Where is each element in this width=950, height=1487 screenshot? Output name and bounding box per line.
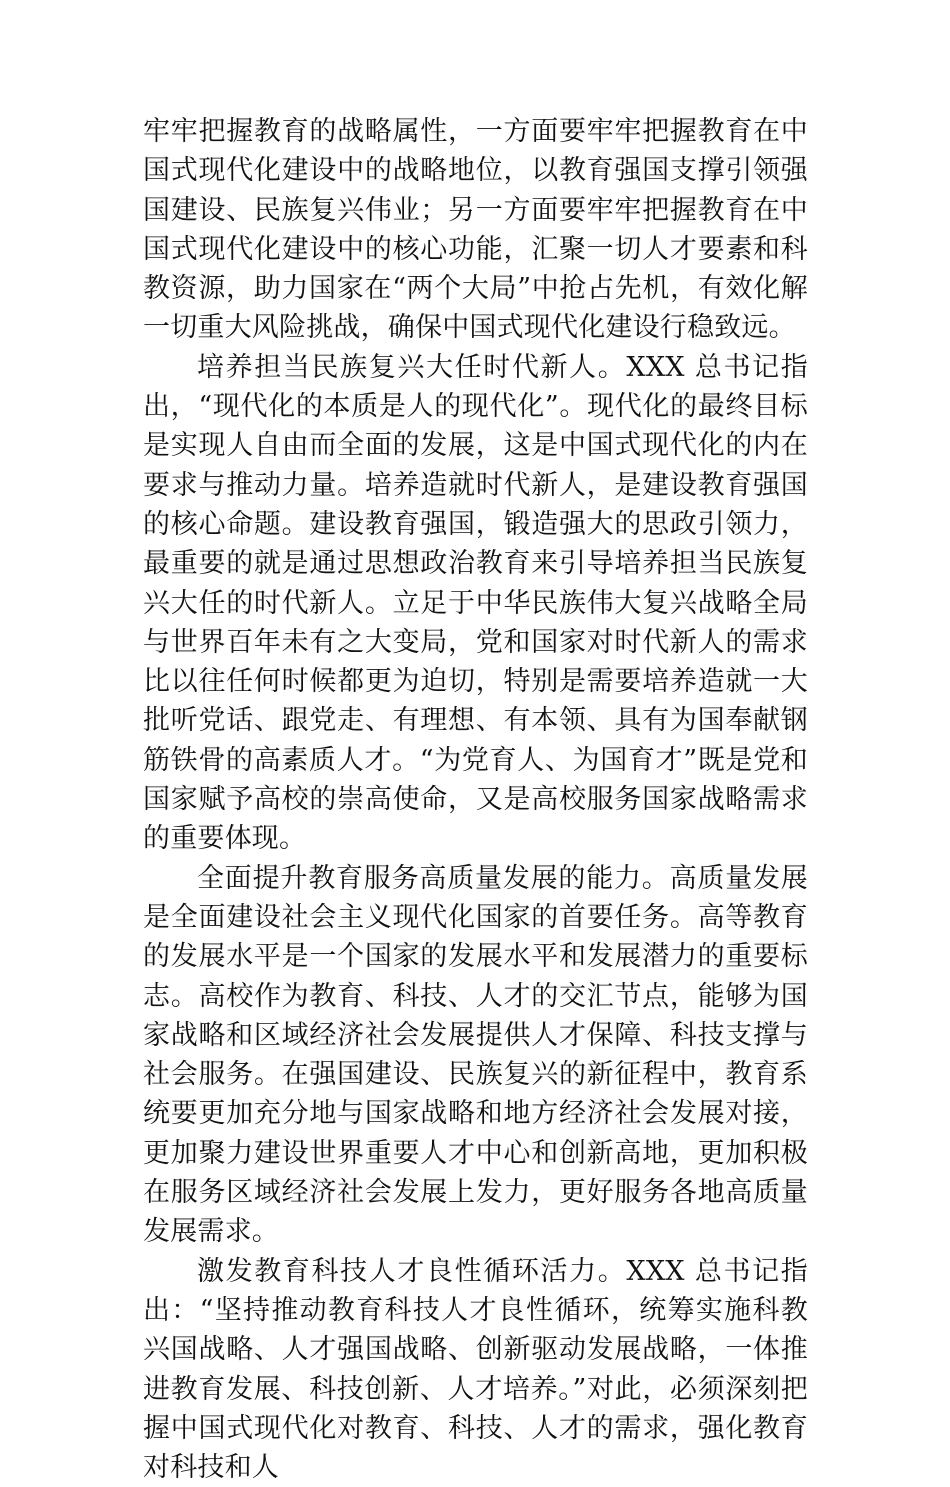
paragraph-1: 牢牢把握教育的战略属性，一方面要牢牢把握教育在中国式现代化建设中的战略地位，以教育强国支撑引领强国建设、民族复兴伟业；另一方面要牢牢把握教育在中国式现代化建设中的核心功能，汇聚一切人才要素和科教资源，助力国家在“两个大局”中抢占先机，有效化解一切重大风险挑战，确保中国式现代化建设行稳致远。 xyxy=(143,116,808,344)
paragraph-2: 培养担当民族复兴大任时代新人。XXX 总书记指出，“现代化的本质是人的现代化”。现代化的最终目标是实现人自由而全面的发展，这是中国式现代化的内在要求与推动力量。培养造就时代新人，是建设教育强国的核心命题。建设教育强国，锻造强大的思政引领力，最重要的就是通过思想政治教育来引导培养担当民族复兴大任的时代新人。立足于中华民族伟大复兴战略全局与世界百年未有之大变局，党和国家对时代新人的需求比以往任何时候都更为迫切，特别是需要培养造就一大批听党话、跟党走、有理想、有本领、具有为国奉献钢筋铁骨的高素质人才。“为党育人、为国育才”既是党和国家赋予高校的崇高使命，又是高校服务国家战略需求的重要体现。 xyxy=(143,351,808,855)
paragraph-4: 激发教育科技人才良性循环活力。XXX 总书记指出：“坚持推动教育科技人才良性循环，统筹实施科教兴国战略、人才强国战略、创新驱动发展战略，一体推进教育发展、科技创新、人才培养。”对此，必须深刻把握中国式现代化对教育、科技、人才的需求，强化教育对科技和人 xyxy=(143,1255,808,1484)
document-page xyxy=(143,112,808,1487)
paragraph-3: 全面提升教育服务高质量发展的能力。高质量发展是全面建设社会主义现代化国家的首要任务。高等教育的发展水平是一个国家的发展水平和发展潜力的重要标志。高校作为教育、科技、人才的交汇节点，能够为国家战略和区域经济社会发展提供人才保障、科技支撑与社会服务。在强国建设、民族复兴的新征程中，教育系统要更加充分地与国家战略和地方经济社会发展对接，更加聚力建设世界重要人才中心和创新高地，更加积极在服务区域经济社会发展上发力，更好服务各地高质量发展需求。 xyxy=(143,862,808,1248)
